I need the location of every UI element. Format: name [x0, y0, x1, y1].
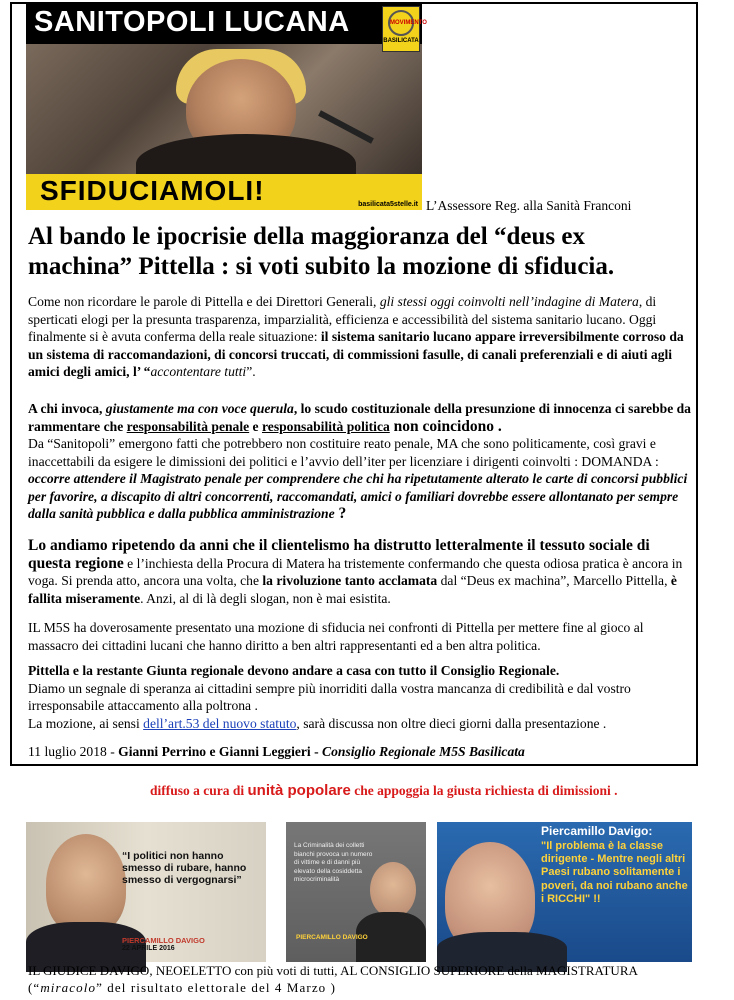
portrait-face: [370, 862, 416, 918]
quote-text: "Il problema è la classe dirigente - Mentre negli altri Paesi rubano solitamente i poveri, da noi rubano anche i RICCHI" !!: [541, 840, 688, 905]
footer-close: ” del risultato elettorale del 4 Marzo ): [96, 980, 337, 995]
banner-call-to-action: SFIDUCIAMOLI!: [40, 175, 265, 206]
p2-underline-1: responsabilità penale: [126, 418, 250, 434]
signature: [28, 743, 692, 761]
quote-author: PIERCAMILLO DAVIGO: [122, 936, 205, 945]
p1-quote: accontentare tutti: [150, 364, 247, 379]
footer-open: (“: [28, 980, 41, 995]
p3-text: e l’inchiesta della Procura di Matera ha tristemente confermando che questa odiosa pratica è ancora in voga. Si prenda atto, ancora una volta, che: [28, 555, 683, 588]
signature-names: Gianni Perrino e Gianni Leggieri -: [118, 744, 323, 759]
p5-text: Diamo un segnale di speranza ai cittadini sempre più inorriditi dalla vostra mancanza di credibilità e dal vostro irresponsabile attaccamento alla poltrona .: [28, 680, 631, 713]
p1-end: ”.: [246, 364, 256, 379]
paragraph-2: [28, 400, 692, 523]
p2-bold-2: , lo scudo costituzionale della presunzione di innocenza ci sarebbe da rammentare che: [28, 401, 691, 434]
quote-date: 22 APRILE 2016: [122, 945, 175, 952]
unita-popolare: unità popolare: [247, 782, 351, 799]
footer-line-2: [28, 980, 336, 996]
p3-text-2: dal “Deus ex machina”, Marcello Pittella,: [437, 573, 671, 588]
davigo-quote-image-3: [437, 822, 692, 962]
p2-and: e: [249, 418, 262, 434]
diffuso-text: diffuso a cura di: [150, 783, 248, 798]
paragraph-4: IL M5S ha doverosamente presentato una mozione di sfiducia nei confronti di Pittella per mettere fine al gioco al massacro dei cittadini lucani che hanno diritto a ben altri rappresentanti ed a ben altra politica.: [28, 620, 644, 653]
distribution-note: [150, 782, 618, 799]
p2-text: Da “Sanitopoli” emergono fatti che potrebbero non costituire reato penale, MA che sono politicamente, così gravi e inaccettabili da esigere le dimissioni dei politici e l’avvio dell’iter per licenziare i dirigenti coinvolti : DOMANDA :: [28, 436, 659, 469]
paragraph-5: [28, 662, 692, 732]
signature-council: Consiglio Regionale M5S Basilicata: [322, 744, 525, 759]
quote-author: Piercamillo Davigo:: [541, 824, 653, 838]
signature-date: 11 luglio 2018 -: [28, 744, 119, 759]
p2-question: occorre attendere il Magistrato penale per comprendere che chi ha ripetutamente alterato le carte di concorsi pubblici per favorire, a discapito di altri concorrenti, raccomandati, amici o familiari dovrebbe essere allontanato per sempre dalla sanità pubblica e dalla pubblica amministrazione: [28, 471, 688, 521]
logo-label: BASILICATA: [383, 38, 419, 44]
m5s-logo: [382, 6, 427, 52]
quote-text: “I politici non hanno smesso di rubare, hanno smesso di vergognarsi”: [122, 850, 247, 886]
p3-end: . Anzi, al di là degli slogan, non è mai esistita.: [140, 590, 391, 606]
statute-link[interactable]: dell’art.53 del nuovo statuto: [143, 715, 297, 731]
quote-author: PIERCAMILLO DAVIGO: [296, 934, 368, 941]
p1-bold: il sistema sanitario lucano appare irreversibilmente corroso da un sistema di raccomandazioni, di concorsi truccati, di commissioni fasulle, di canali preferenziali e di aiuti agli amici degli amici, l’ “: [28, 329, 684, 379]
p5-text-2: La mozione, ai sensi: [28, 715, 144, 731]
banner-website: basilicata5stelle.it: [358, 201, 418, 208]
image-caption: L’Assessore Reg. alla Sanità Franconi: [426, 198, 632, 213]
quote-text: La Criminalità dei colletti bianchi provoca un numero di vittime e di danni più elevato della cosiddetta microcriminalità: [294, 842, 373, 883]
p3-bold-2: la rivoluzione tanto acclamata: [262, 573, 438, 588]
portrait-face: [46, 834, 126, 934]
p3-bold-3: è fallita miseramente: [28, 573, 677, 606]
paragraph-1: [28, 293, 692, 381]
footer-line-1: IL GIUDICE DAVIGO, NEOELETTO con più voti di tutti, AL CONSIGLIO SUPERIORE della MAGISTRATURA: [28, 963, 638, 978]
diffuso-text-2: che appoggia la giusta richiesta di dimissioni .: [350, 783, 618, 798]
p3-bold: Lo andiamo ripetendo da anni che il clientelismo ha distrutto letteralmente il tessuto sociale di questa regione: [28, 537, 650, 572]
footer-miracolo: miracolo: [40, 980, 97, 995]
headline: Al bando le ipocrisie della maggioranza del “deus ex machina” Pittella : si voti subito la mozione di sfiducia.: [28, 223, 615, 280]
davigo-quote-image-1: [26, 822, 266, 962]
p5-end: , sarà discussa non oltre dieci giorni dalla presentazione .: [296, 715, 607, 731]
p2-question-mark: ?: [334, 505, 347, 522]
logo-ring: MOVIMENTO: [388, 10, 414, 36]
banner-image: [26, 4, 427, 210]
p5-bold: Pittella e la restante Giunta regionale devono andare a casa con tutto il Consiglio Regionale.: [28, 663, 560, 678]
paragraph-3: [28, 537, 692, 607]
p2-bold: A chi invoca,: [28, 401, 106, 416]
p2-no-coincide: non coincidono .: [389, 417, 502, 435]
banner-title: SANITOPOLI LUCANA: [34, 6, 350, 38]
p2-italic: giustamente ma con voce querula: [105, 401, 294, 416]
davigo-quote-image-2: [286, 822, 426, 962]
p1-italic: gli stessi oggi coinvolti nell’indagine di Matera: [379, 294, 639, 309]
p1-text: Come non ricordare le parole di Pittella e dei Direttori Generali,: [28, 294, 380, 309]
p1-text-2: , di sperticati elogi per la presunta trasparenza, imparzialità, efficienza e accessibilità del sistema sanitario lucano. Oggi finalmente si è avuta conferma della reale situazione:: [28, 294, 657, 344]
p2-underline-2: responsabilità politica: [262, 418, 390, 434]
